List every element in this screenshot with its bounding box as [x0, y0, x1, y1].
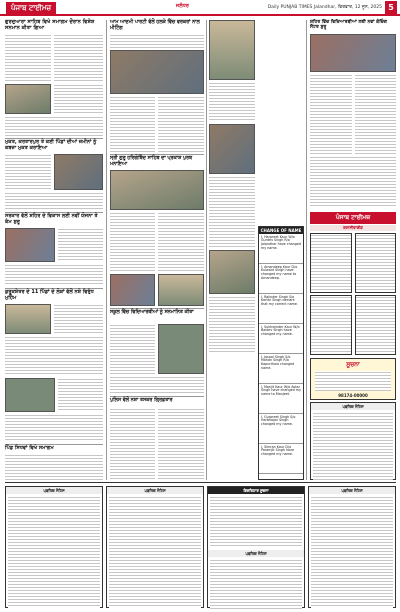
article-body — [110, 408, 155, 480]
article-body — [5, 116, 103, 136]
headline-5: ਪਿੰਡ ਸਿਧਵਾਂ ਵਿਖੇ ਸਮਾਗਮ — [5, 445, 54, 451]
news-photo — [110, 274, 155, 306]
change-of-name-item: I, Harpreet Kaur W/o Gurdev Singh R/o Jalandhar have changed my name. — [259, 234, 303, 264]
article-body — [5, 154, 51, 190]
article-body — [5, 414, 103, 442]
news-photo — [209, 250, 255, 294]
article-body — [58, 228, 103, 262]
change-of-name-box — [258, 226, 304, 480]
change-of-name-item: I, Simran Kaur D/o Paramjit Singh have changed my name. — [259, 444, 303, 474]
article-body — [5, 192, 103, 210]
article-body — [209, 176, 255, 248]
article-body — [54, 84, 103, 114]
article-body — [110, 34, 204, 48]
headline-3: ਸਰਕਾਰ ਵੱਲੋਂ ਸ਼ਹਿਰ ਦੇ ਵਿਕਾਸ ਲਈ ਨਵੀਂ ਯੋਜਨਾ ਤੇ ਕੰਮ ਸ਼ੁਰੂ — [5, 213, 98, 225]
column-divider — [206, 20, 207, 480]
classified-ad — [355, 295, 396, 355]
article-body — [310, 74, 352, 154]
ad-notice-title: ਇਸ਼ਤਿਹਾਰ ਸੂਚਨਾ — [208, 487, 304, 494]
headline-10: ਸ਼ਹਿਰ ਵਿੱਚ ਵਿਦਿਆਰਥੀਆਂ ਲਈ ਨਵਾਂ ਕੋਚਿੰਗ ਸੈਂਟਰ ਸ਼ੁਰੂ — [310, 20, 388, 31]
news-photo — [5, 84, 51, 114]
masthead — [0, 0, 400, 16]
public-notice-body — [313, 412, 393, 480]
headline-2: ਮੁਕਤ, ਕਰਤਾਰਪੁਰ ਤੇ ਕਈ ਪਿੰਡਾਂ ਦੀਆਂ ਜ਼ਮੀਨਾਂ ਨੂੰ ਕਬਜ਼ਾ ਮੁਕਤ ਕਰਾਇਆ — [5, 139, 97, 151]
notice-ad — [310, 358, 396, 400]
news-photo — [158, 274, 204, 306]
public-notice-body — [109, 496, 201, 608]
news-photo — [5, 304, 51, 334]
classified-ad — [355, 233, 396, 293]
classified-banner: ਪੰਜਾਬ ਟਾਈਮਜ਼ — [310, 212, 396, 224]
public-notice-title: ਪਬਲਿਕ ਨੋਟਿਸ — [208, 550, 304, 557]
article-body — [58, 378, 103, 412]
article-body — [5, 34, 51, 82]
news-photo — [110, 170, 204, 210]
article-body — [158, 96, 204, 152]
public-notice-title: ਪਬਲਿਕ ਨੋਟਿਸ — [309, 487, 395, 494]
dateline: Daily PUNJAB TIMES Jalandhar, ਵਿਰਵਾਰ, 12 ਜੂਨ, 2025 — [267, 5, 382, 10]
article-body — [110, 96, 155, 152]
column-divider — [306, 20, 307, 480]
public-notice-title: ਪਬਲਿਕ ਨੋਟਿਸ — [6, 487, 102, 494]
news-photo — [310, 34, 396, 72]
article-body — [5, 264, 103, 286]
divider — [110, 308, 204, 309]
newspaper-logo: ਪੰਜਾਬ ਟਾਈਮਜ਼ — [6, 2, 56, 14]
news-photo — [209, 124, 255, 174]
news-photo — [110, 50, 204, 94]
classified-ad — [310, 233, 352, 293]
divider — [110, 154, 204, 155]
headline-1: ਗੁਰਦੁਆਰਾ ਸਾਹਿਬ ਵਿਖੇ ਸਮਾਗਮ ਦੌਰਾਨ ਵਿਸ਼ੇਸ਼ ਸਨਮਾਨ ਕੀਤਾ ਗਿਆ — [5, 19, 95, 31]
public-notice-body — [210, 496, 302, 548]
headline-8: ਸਕੂਲ ਵਿੱਚ ਵਿਦਿਆਰਥੀਆਂ ਨੂੰ ਸਨਮਾਨਿਤ ਕੀਤਾ — [110, 310, 194, 315]
headline-6: ਆਮ ਆਦਮੀ ਪਾਰਟੀ ਵੱਲੋਂ ਹਲਕੇ ਵਿੱਚ ਵਰਕਰਾਂ ਨਾਲ ਮੀਟਿੰਗ — [110, 20, 200, 31]
news-photo — [209, 20, 255, 80]
article-body — [110, 376, 204, 394]
section-label: ਜਲੰਧਰ — [176, 3, 189, 9]
public-notice-box — [308, 486, 396, 608]
article-body — [310, 156, 396, 208]
article-body — [110, 212, 155, 272]
article-body — [158, 212, 204, 272]
notice-ad-body — [315, 371, 391, 391]
headline-7: ਸ੍ਰੀ ਗੁਰੂ ਹਰਿਗੋਬਿੰਦ ਸਾਹਿਬ ਦਾ ਪ੍ਰਕਾਸ਼ ਪੁਰਬ ਮਨਾਇਆ — [110, 156, 193, 167]
bottom-divider — [5, 482, 396, 483]
article-body — [209, 296, 255, 352]
article-body — [209, 82, 255, 122]
change-of-name-item: I, Gurpreet Singh S/o Harbhajan Singh changed my name. — [259, 414, 303, 444]
change-of-name-item: I, Sukhwinder Kaur W/o Baldev Singh have changed my name. — [259, 324, 303, 354]
public-notice-body — [210, 559, 302, 611]
public-notice-box — [207, 486, 305, 608]
news-photo — [5, 228, 55, 262]
public-notice-body — [8, 496, 100, 608]
public-notice-title: ਪਬਲਿਕ ਨੋਟਿਸ — [107, 487, 203, 494]
public-notice-body — [311, 496, 393, 608]
notice-ad-title: ਸੂਚਨਾ — [346, 361, 360, 368]
divider — [110, 396, 204, 397]
public-notice-box — [106, 486, 204, 608]
classified-subbanner — [310, 225, 396, 231]
change-of-name-title: CHANGE OF NAME — [260, 228, 302, 233]
public-notice-box — [5, 486, 103, 608]
article-body — [355, 74, 396, 154]
change-of-name-item: I, Amandeep Kaur D/o Kulwant Singh have changed my name to Amandeep. — [259, 264, 303, 294]
page-number: 5 — [385, 1, 397, 14]
article-body — [54, 304, 103, 334]
article-body — [110, 324, 155, 374]
article-body — [5, 454, 103, 480]
public-notice-box — [310, 402, 396, 480]
change-of-name-item: I, Jaspal Singh S/o Mohan Singh R/o Kapurthala changed name. — [259, 354, 303, 384]
news-photo — [158, 324, 204, 374]
article-body — [54, 34, 103, 82]
public-notice-title: ਪਬਲਿਕ ਨੋਟਿਸ — [311, 403, 395, 410]
column-divider — [106, 20, 107, 480]
article-body — [158, 408, 204, 480]
change-of-name-item: I, Rajinder Singh S/o Kartar Singh declare that my correct name. — [259, 294, 303, 324]
news-photo — [54, 154, 103, 190]
headline-4: ਕੁਰੂਕਸ਼ੇਤਰ ਦੇ 11 ਪਿੰਡਾਂ ਦੇ ਲੋਕਾਂ ਵੱਲੋਂ ਨਸ਼ੇ ਵਿਰੁੱਧ ਮੁਹਿੰਮ — [5, 289, 94, 301]
change-of-name-list — [259, 234, 303, 474]
headline-9: ਪੁਲਿਸ ਵੱਲੋਂ ਨਸ਼ਾ ਤਸਕਰ ਗ੍ਰਿਫ਼ਤਾਰ — [110, 398, 173, 403]
classified-sublabel: ਕਲਾਸੀਫਾਈਡ — [343, 225, 363, 230]
article-body — [5, 336, 103, 376]
change-of-name-item: I, Manjit Kaur W/o Avtar Singh have changed my name to Manjeet. — [259, 384, 303, 414]
classified-ad — [310, 295, 352, 355]
news-photo — [5, 378, 55, 412]
notice-ad-phone: 98174-00000 — [338, 393, 368, 398]
